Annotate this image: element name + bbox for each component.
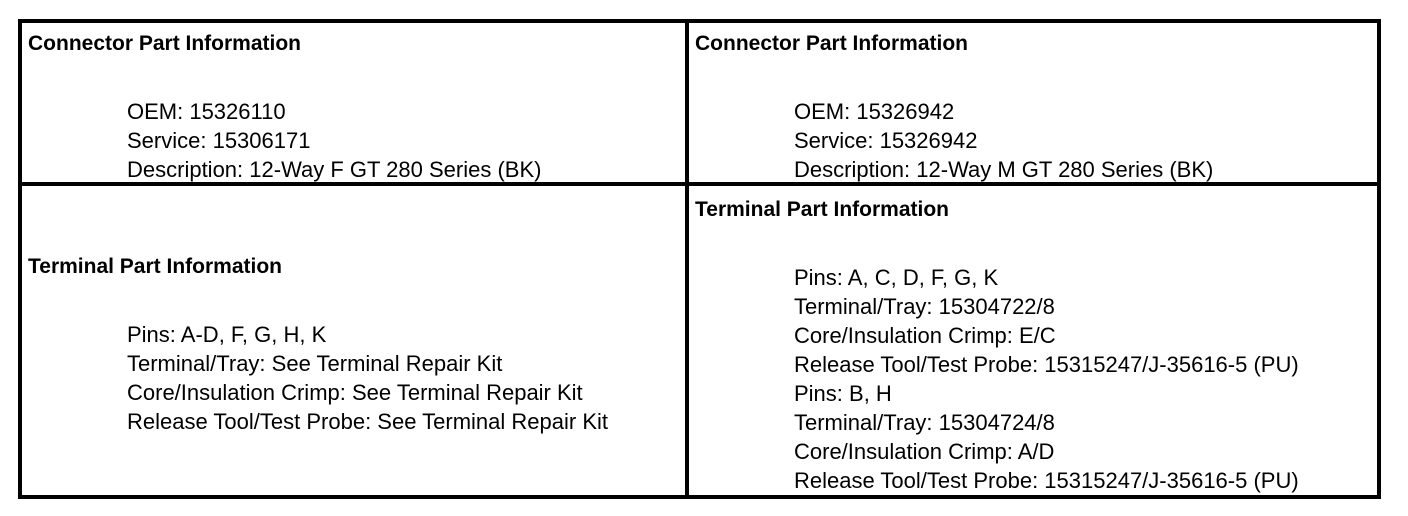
right-terminal-heading: Terminal Part Information: [695, 198, 949, 221]
left-terminal-cell: [22, 186, 689, 495]
connector-info-table: [18, 19, 1381, 499]
terminal-tray: Terminal/Tray: 15304724/8: [794, 410, 1055, 435]
terminal-tray: Terminal/Tray: 15304722/8: [794, 294, 1055, 319]
connector-description: Description: 12-Way M GT 280 Series (BK): [794, 157, 1214, 182]
right-connector-heading: Connector Part Information: [695, 32, 969, 55]
release-tool-test-probe: Release Tool/Test Probe: See Terminal Repair Kit: [127, 409, 608, 434]
right-terminal-cell: [689, 186, 1377, 495]
core-insulation-crimp: Core/Insulation Crimp: E/C: [794, 323, 1056, 348]
pins: Pins: B, H: [794, 381, 892, 406]
oem-number: OEM: 15326942: [794, 99, 955, 124]
core-insulation-crimp: Core/Insulation Crimp: A/D: [794, 439, 1055, 464]
left-terminal-heading: Terminal Part Information: [28, 255, 282, 278]
service-number: Service: 15306171: [127, 128, 311, 153]
release-tool-test-probe: Release Tool/Test Probe: 15315247/J-35616-5 (PU): [794, 352, 1299, 377]
left-connector-cell: [22, 23, 689, 186]
left-connector-heading: Connector Part Information: [28, 32, 302, 55]
oem-number: OEM: 15326110: [127, 99, 286, 124]
left-connector-details: [127, 97, 541, 184]
left-terminal-details: [127, 320, 608, 436]
right-terminal-details: [794, 263, 1299, 495]
release-tool-test-probe: Release Tool/Test Probe: 15315247/J-35616-5 (PU): [794, 468, 1299, 493]
pins: Pins: A-D, F, G, H, K: [127, 322, 327, 347]
right-connector-details: [794, 97, 1213, 184]
right-connector-cell: [689, 23, 1377, 186]
pins: Pins: A, C, D, F, G, K: [794, 265, 999, 290]
service-number: Service: 15326942: [794, 128, 978, 153]
connector-description: Description: 12-Way F GT 280 Series (BK): [127, 157, 542, 182]
core-insulation-crimp: Core/Insulation Crimp: See Terminal Repair Kit: [127, 380, 583, 405]
terminal-tray: Terminal/Tray: See Terminal Repair Kit: [127, 351, 503, 376]
